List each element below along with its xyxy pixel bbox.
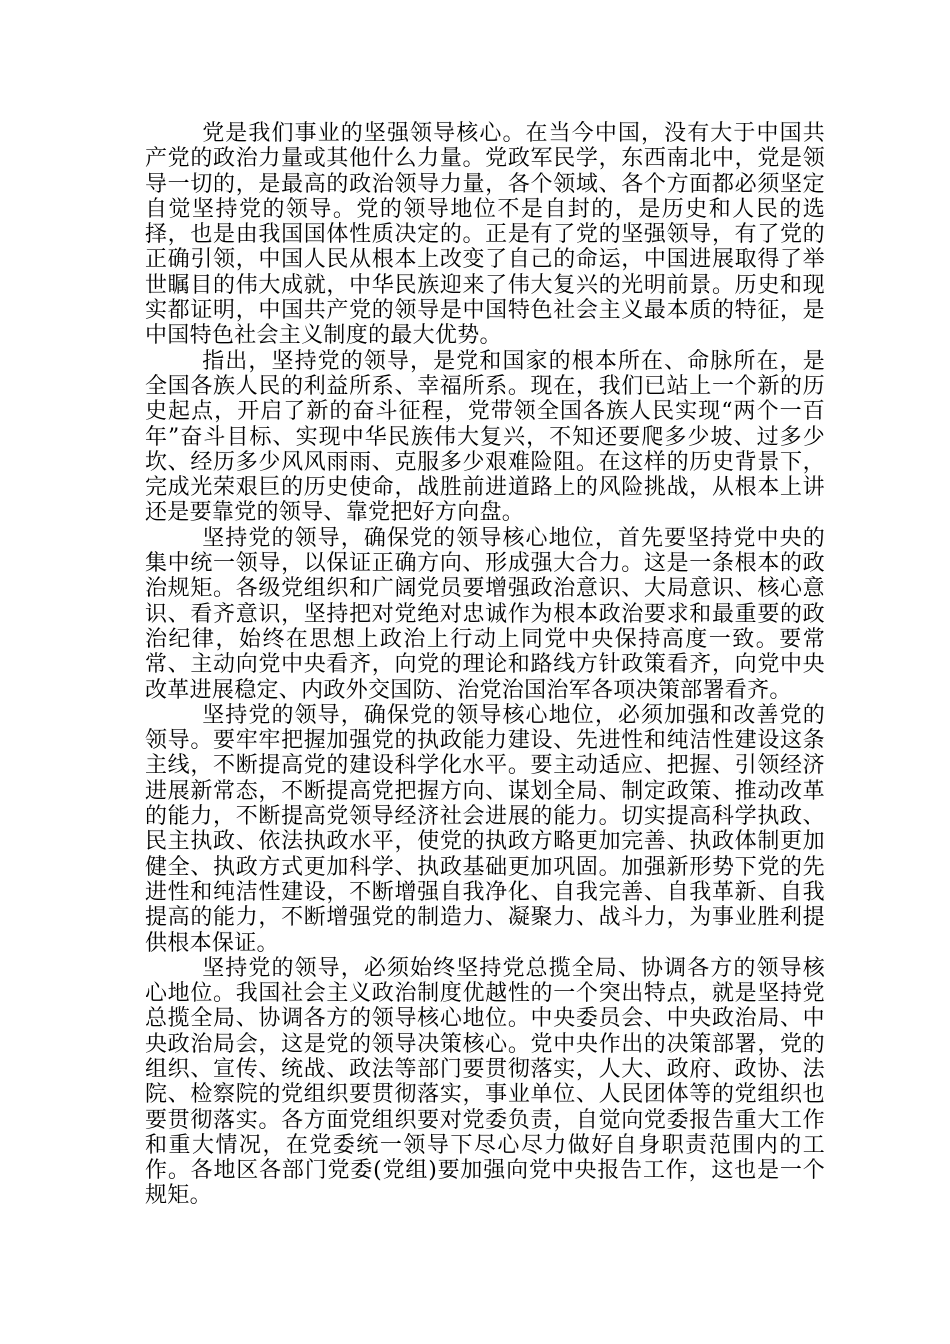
paragraph-3: 坚持党的领导，确保党的领导核心地位，首先要坚持党中央的集中统一领导，以保证正确方向、形成强大合力。这是一条根本的政治规矩。各级党组织和广阔党员要增强政治意识、大局意识、核心意识、看齐意识，坚持把对党绝对忠诚作为根本政治要求和最重要的政治纪律，始终在思想上政治上行动上同党中央保持高度一致。要常常、主动向党中央看齐，向党的理论和路线方针政策看齐，向党中央改革进展稳定、内政外交国防、治党治国治军各项决策部署看齐。	[145, 525, 825, 703]
paragraph-1: 党是我们事业的坚强领导核心。在当今中国，没有大于中国共产党的政治力量或其他什么力量。党政军民学，东西南北中，党是领导一切的，是最高的政治领导力量，各个领域、各个方面都必须坚定自觉坚持党的领导。党的领导地位不是自封的，是历史和人民的选择，也是由我国国体性质决定的。正是有了党的坚强领导，有了党的正确引领，中国人民从根本上改变了自己的命运，中国进展取得了举世瞩目的伟大成就，中华民族迎来了伟大复兴的光明前景。历史和现实都证明，中国共产党的领导是中国特色社会主义最本质的特征，是中国特色社会主义制度的最大优势。	[145, 121, 825, 349]
document-body	[145, 121, 825, 1209]
paragraph-4: 坚持党的领导，确保党的领导核心地位，必须加强和改善党的领导。要牢牢把握加强党的执政能力建设、先进性和纯洁性建设这条主线，不断提高党的建设科学化水平。要主动适应、把握、引领经济进展新常态，不断提高党把握方向、谋划全局、制定政策、推动改革的能力，不断提高党领导经济社会进展的能力。切实提高科学执政、民主执政、依法执政水平，使党的执政方略更加完善、执政体制更加健全、执政方式更加科学、执政基础更加巩固。加强新形势下党的先进性和纯洁性建设，不断增强自我净化、自我完善、自我革新、自我提高的能力，不断增强党的制造力、凝聚力、战斗力，为事业胜利提供根本保证。	[145, 702, 825, 956]
paragraph-2: 指出，坚持党的领导，是党和国家的根本所在、命脉所在，是全国各族人民的利益所系、幸福所系。现在，我们已站上一个新的历史起点，开启了新的奋斗征程，党带领全国各族人民实现“两个一百年”奋斗目标、实现中华民族伟大复兴，不知还要爬多少坡、过多少坎、经历多少风风雨雨、克服多少艰难险阻。在这样的历史背景下，完成光荣艰巨的历史使命，战胜前进道路上的风险挑战，从根本上讲还是要靠党的领导、靠党把好方向盘。	[145, 348, 825, 526]
paragraph-5: 坚持党的领导，必须始终坚持党总揽全局、协调各方的领导核心地位。我国社会主义政治制度优越性的一个突出特点，就是坚持党总揽全局、协调各方的领导核心地位。中央委员会、中央政治局、中央政治局会，这是党的领导决策核心。党中央作出的决策部署，党的组织、宣传、统战、政法等部门要贯彻落实，人大、政府、政协、法院、检察院的党组织要贯彻落实，事业单位、人民团体等的党组织也要贯彻落实。各方面党组织要对党委负责，自觉向党委报告重大工作和重大情况，在党委统一领导下尽心尽力做好自身职责范围内的工作。各地区各部门党委(党组)要加强向党中央报告工作，这也是一个规矩。	[145, 955, 825, 1209]
